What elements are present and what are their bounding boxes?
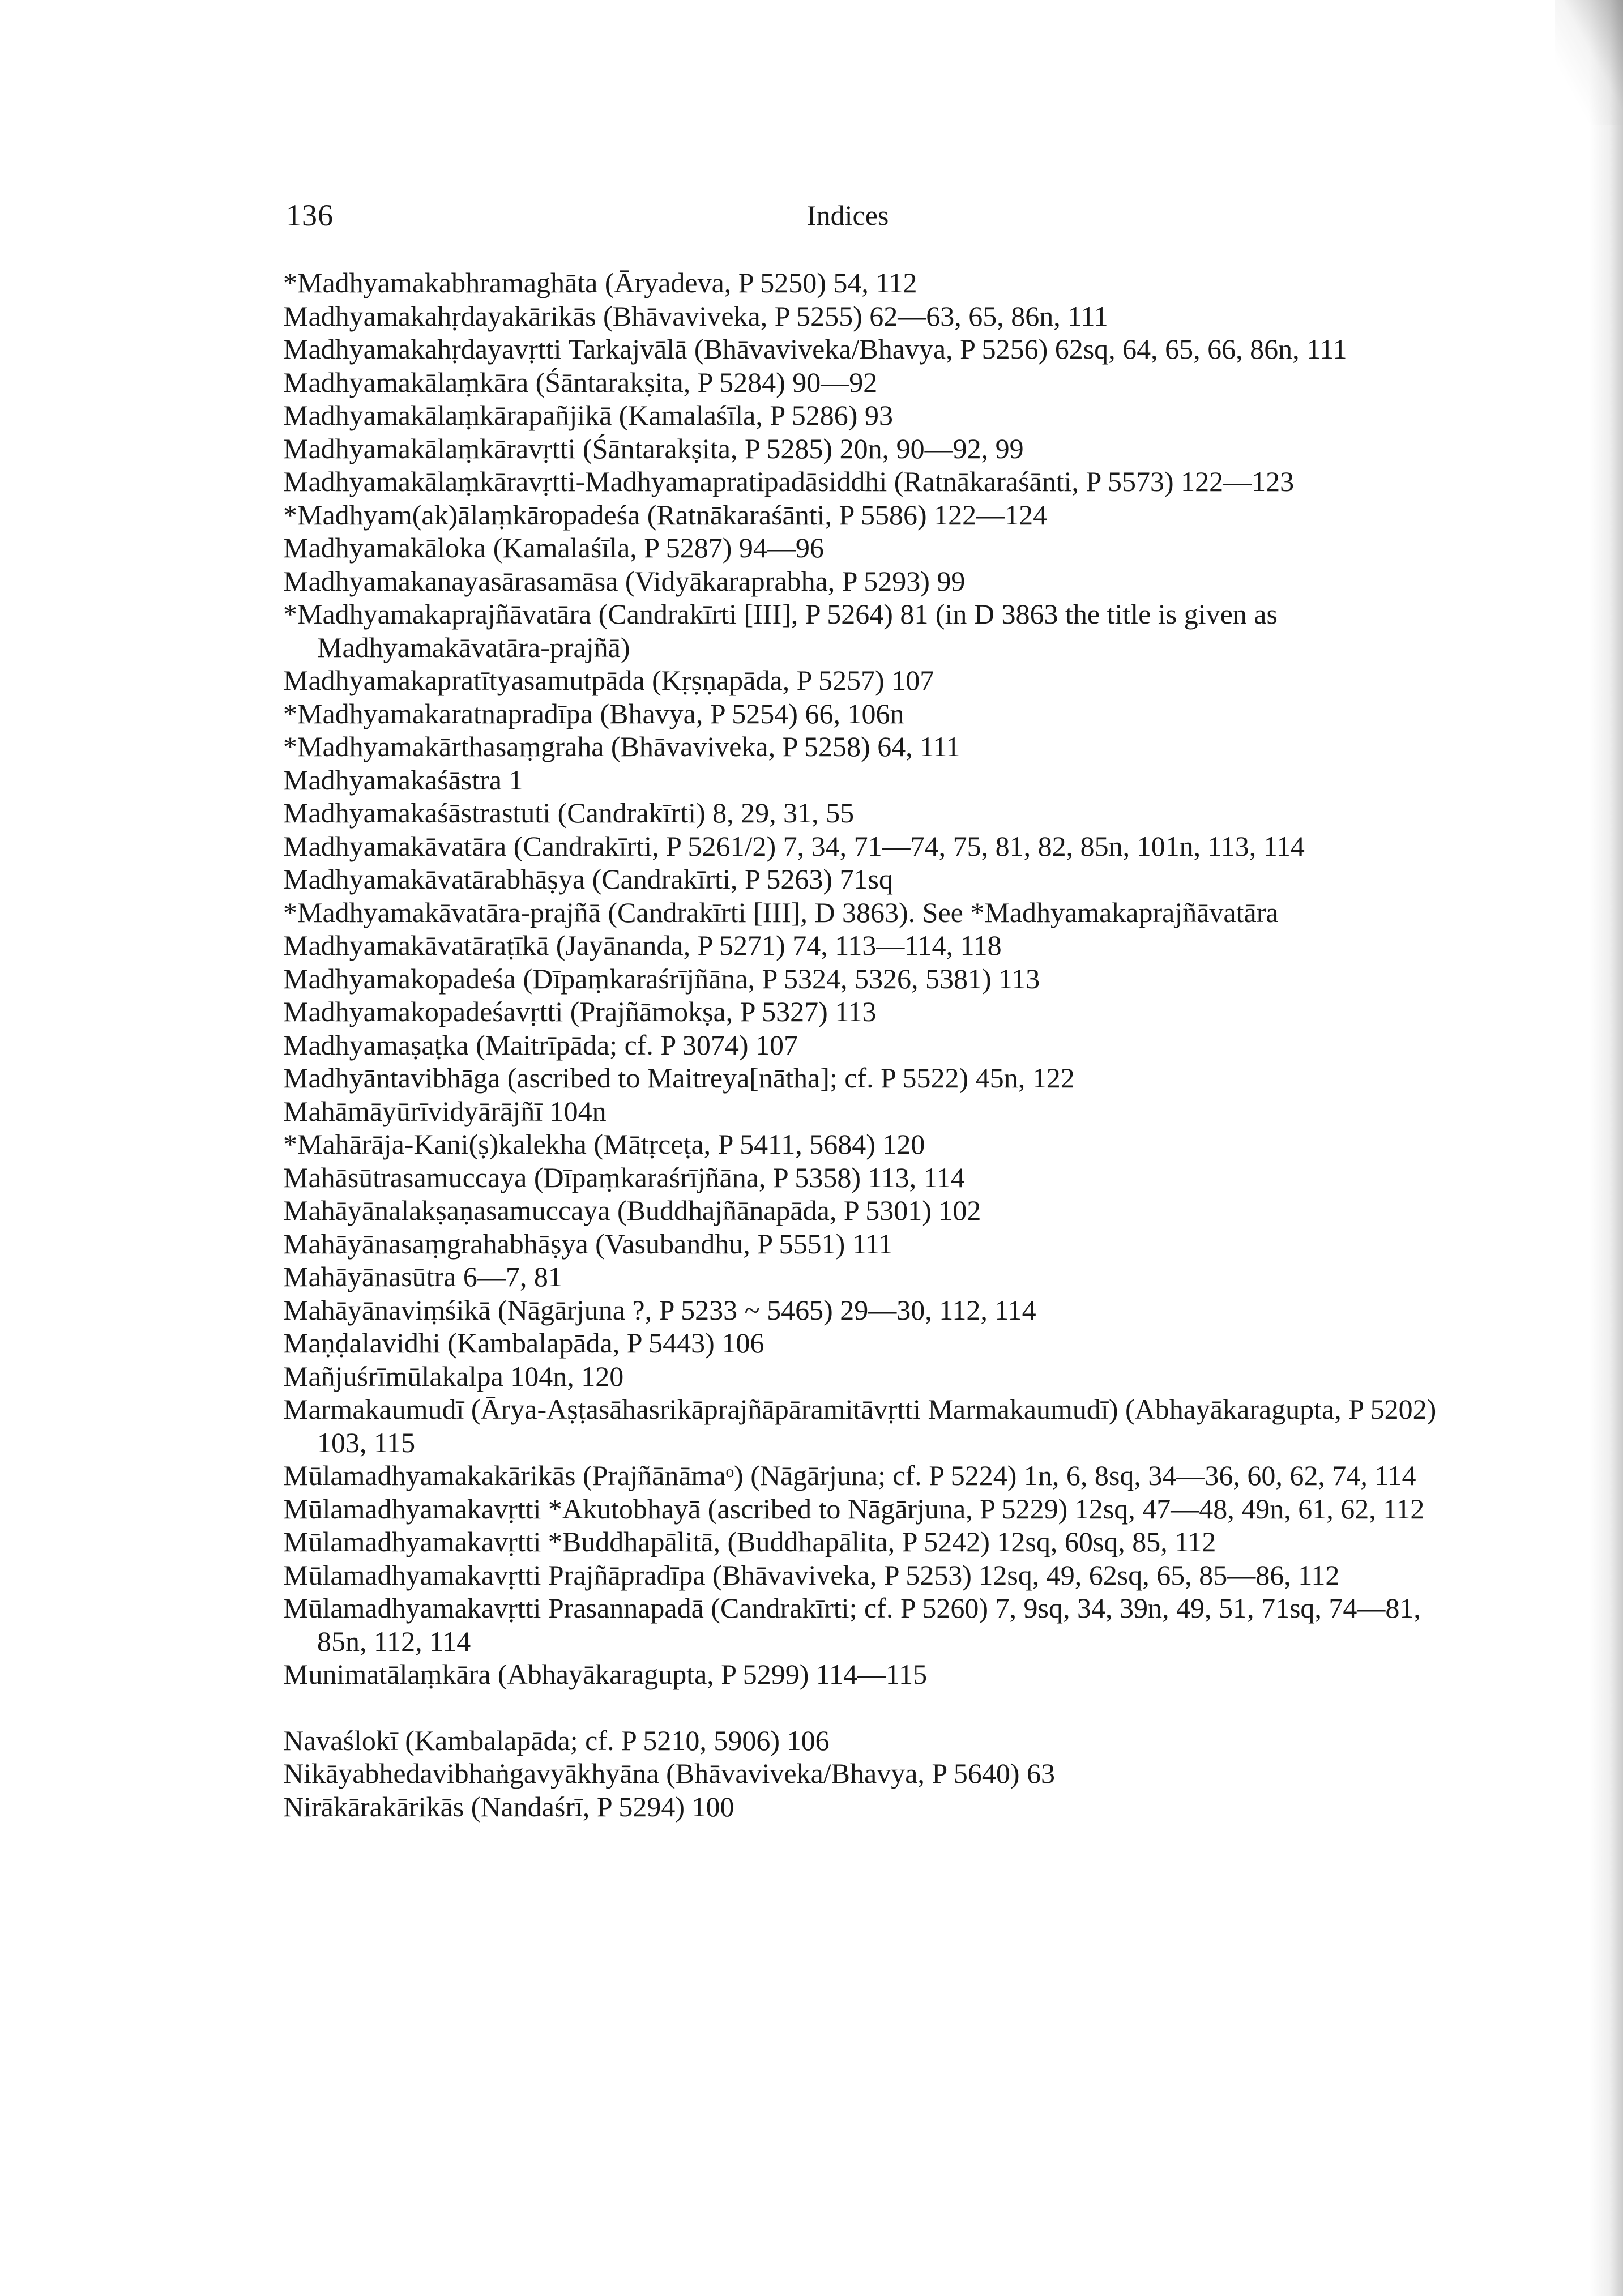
index-entry: Mūlamadhyamakavṛtti *Buddhapālitā, (Buddhapālita, P 5242) 12sq, 60sq, 85, 112 xyxy=(283,1526,1216,1557)
index-entry: Madhyamakāloka (Kamalaśīla, P 5287) 94—96 xyxy=(283,532,824,564)
index-entry: Madhyamakaśāstrastuti (Candrakīrti) 8, 29, 31, 55 xyxy=(283,797,855,829)
index-entry: Madhyamakaśāstra 1 xyxy=(283,763,523,796)
index-entry: *Mahārāja-Kani(ṣ)kalekha (Mātṛceṭa, P 5411, 5684) 120 xyxy=(283,1128,925,1160)
index-entry: Mūlamadhyamakavṛtti *Akutobhayā (ascribed to Nāgārjuna, P 5229) 12sq, 47—48, 49n, 61, 62, 112 xyxy=(283,1492,1425,1525)
index-entry: Nirākārakārikās (Nandaśrī, P 5294) 100 xyxy=(283,1790,734,1823)
index-entry: Maṇḍalavidhi (Kambalapāda, P 5443) 106 xyxy=(283,1327,764,1359)
index-entry: Madhyamakanayasārasamāsa (Vidyākaraprabha, P 5293) 99 xyxy=(283,565,966,597)
index-entry: Madhyamakālaṃkārapañjikā (Kamalaśīla, P 5286) 93 xyxy=(283,399,893,431)
index-entry: Madhyamakālaṃkāravṛtti (Śāntarakṣita, P 5285) 20n, 90—92, 99 xyxy=(283,432,1024,464)
index-entry: Madhyamakāvatāra (Candrakīrti, P 5261/2) 7, 34, 71—74, 75, 81, 82, 85n, 101n, 113, 114 xyxy=(283,830,1305,862)
index-entry: Madhyamakāvatāraṭīkā (Jayānanda, P 5271) 74, 113—114, 118 xyxy=(283,929,1002,961)
index-entry: Madhyamakālaṃkāravṛtti-Madhyamapratipadāsiddhi (Ratnākaraśānti, P 5573) 122—123 xyxy=(283,466,1295,497)
index-entry: Madhyamakāvatārabhāṣya (Candrakīrti, P 5263) 71sq xyxy=(283,863,894,895)
index-entry: Madhyamakapratītyasamutpāda (Kṛṣṇapāda, P 5257) 107 xyxy=(283,664,934,696)
running-head: Indices xyxy=(807,199,889,231)
index-entry: *Madhyamakāvatāra-prajñā (Candrakīrti [III], D 3863). See *Madhyamakaprajñāvatāra xyxy=(283,896,1279,928)
index-entry: Madhyamakahṛdayakārikās (Bhāvaviveka, P 5255) 62—63, 65, 86n, 111 xyxy=(283,300,1108,332)
index-entry: Navaślokī (Kambalapāda; cf. P 5210, 5906) 106 xyxy=(283,1724,830,1756)
page-corner-shadow xyxy=(1555,0,1623,125)
index-entry: Mahāyānasaṃgrahabhāṣya (Vasubandhu, P 5551) 111 xyxy=(283,1227,893,1260)
index-entry: Mūlamadhyamakavṛtti Prasannapadā (Candrakīrti; cf. P 5260) 7, 9sq, 34, 39n, 49, 51, 71sq, 74—81, 85n, 112, 114 xyxy=(283,1592,1421,1657)
index-entry: Mūlamadhyamakakārikās (Prajñānāmaᵒ) (Nāgārjuna; cf. P 5224) 1n, 6, 8sq, 34—36, 60, 62, 74, 114 xyxy=(283,1459,1416,1491)
index-entry: *Madhyam(ak)ālaṃkāropadeśa (Ratnākaraśānti, P 5586) 122—124 xyxy=(283,498,1048,531)
index-entry: *Madhyamakaratnapradīpa (Bhavya, P 5254) 66, 106n xyxy=(283,697,904,729)
index-entry: Madhyamakahṛdayavṛtti Tarkajvālā (Bhāvaviveka/Bhavya, P 5256) 62sq, 64, 65, 66, 86n, 111 xyxy=(283,333,1347,365)
page-number: 136 xyxy=(286,198,334,232)
index-entry: Madhyamaṣaṭka (Maitrīpāda; cf. P 3074) 107 xyxy=(283,1028,798,1061)
index-entry: Marmakaumudī (Ārya-Aṣṭasāhasrikāprajñāpāramitāvṛtti Marmakaumudī) (Abhayākaragupta, P 5202) 103, 115 xyxy=(283,1393,1437,1458)
index-entry: Nikāyabhedavibhaṅgavyākhyāna (Bhāvaviveka/Bhavya, P 5640) 63 xyxy=(283,1757,1056,1789)
index-entry: *Madhyamakārthasaṃgraha (Bhāvaviveka, P 5258) 64, 111 xyxy=(283,731,960,762)
index-entry: Mahāyānalakṣaṇasamuccaya (Buddhajñānapāda, P 5301) 102 xyxy=(283,1194,981,1226)
index-entry: Madhyamakālaṃkāra (Śāntarakṣita, P 5284) 90—92 xyxy=(283,366,878,398)
index-entry: Mūlamadhyamakavṛtti Prajñāpradīpa (Bhāvaviveka, P 5253) 12sq, 49, 62sq, 65, 85—86, 112 xyxy=(283,1559,1340,1591)
index-entry: Madhyamakopadeśa (Dīpaṃkaraśrījñāna, P 5324, 5326, 5381) 113 xyxy=(283,962,1040,995)
index-entry: Mahāmāyūrīvidyārājñī 104n xyxy=(283,1095,607,1127)
index-entry: *Madhyamakabhramaghāta (Āryadeva, P 5250) 54, 112 xyxy=(283,267,917,298)
index-entry: Madhyāntavibhāga (ascribed to Maitreya[nātha]; cf. P 5522) 45n, 122 xyxy=(283,1062,1075,1094)
index-entry: Mañjuśrīmūlakalpa 104n, 120 xyxy=(283,1360,624,1392)
index-entries xyxy=(283,266,1450,1823)
index-entry: Mahāsūtrasamuccaya (Dīpaṃkaraśrījñāna, P 5358) 113, 114 xyxy=(283,1161,965,1193)
index-entry: *Madhyamakaprajñāvatāra (Candrakīrti [III], P 5264) 81 (in D 3863 the title is given as Madhyamakāvatāra-prajñā) xyxy=(283,598,1278,663)
index-entry: Munimatālaṃkāra (Abhayākaragupta, P 5299) 114—115 xyxy=(283,1658,928,1690)
index-entry: Madhyamakopadeśavṛtti (Prajñāmokṣa, P 5327) 113 xyxy=(283,996,877,1027)
page-edge-shadow xyxy=(1589,0,1623,2296)
index-entry: Mahāyānasūtra 6—7, 81 xyxy=(283,1261,562,1292)
index-entry: Mahāyānaviṃśikā (Nāgārjuna ?, P 5233 ~ 5465) 29—30, 112, 114 xyxy=(283,1294,1036,1326)
